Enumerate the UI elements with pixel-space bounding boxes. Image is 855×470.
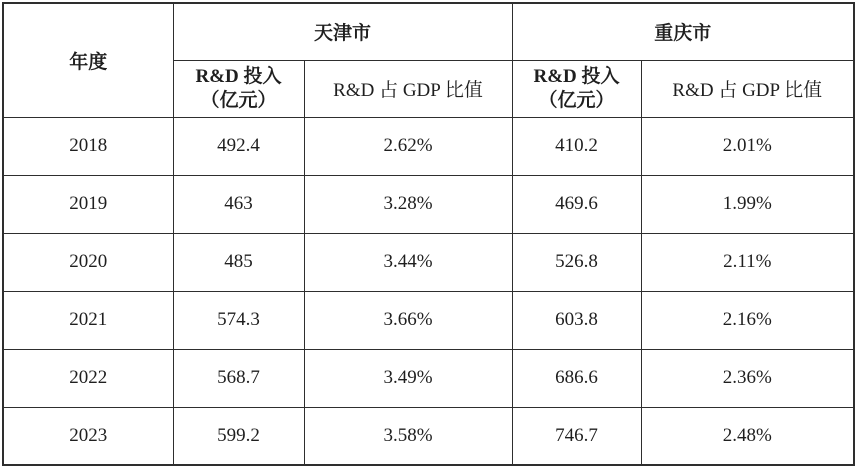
chongqing-rd-cell: 469.6 (512, 175, 641, 233)
tianjin-rd-cell: 485 (173, 233, 304, 291)
header-tianjin-rd-gdp: R&D 占 GDP 比值 (304, 60, 512, 117)
tianjin-rd-cell: 492.4 (173, 117, 304, 175)
chongqing-rd-cell: 746.7 (512, 407, 641, 465)
table-row (3, 175, 854, 233)
tianjin-gdp-cell: 3.66% (304, 291, 512, 349)
chongqing-rd-cell: 526.8 (512, 233, 641, 291)
tianjin-gdp-cell: 2.62% (304, 117, 512, 175)
tianjin-rd-cell: 599.2 (173, 407, 304, 465)
year-cell: 2019 (3, 175, 173, 233)
table-row (3, 291, 854, 349)
header-tianjin-rd-input-line1: R&D 投入 (195, 65, 282, 87)
header-tianjin-rd-input-line2: （亿元） (200, 89, 277, 111)
header-city-tianjin: 天津市 (173, 3, 512, 60)
tianjin-rd-cell: 568.7 (173, 349, 304, 407)
tianjin-rd-cell: 574.3 (173, 291, 304, 349)
rd-comparison-table (2, 2, 855, 466)
table-row (3, 117, 854, 175)
chongqing-rd-cell: 603.8 (512, 291, 641, 349)
year-cell: 2023 (3, 407, 173, 465)
header-year: 年度 (3, 3, 173, 117)
header-city-chongqing: 重庆市 (512, 3, 854, 60)
tianjin-gdp-cell: 3.58% (304, 407, 512, 465)
chongqing-gdp-cell: 1.99% (641, 175, 854, 233)
table-row (3, 407, 854, 465)
chongqing-gdp-cell: 2.01% (641, 117, 854, 175)
tianjin-gdp-cell: 3.44% (304, 233, 512, 291)
chongqing-gdp-cell: 2.36% (641, 349, 854, 407)
header-chongqing-rd-gdp: R&D 占 GDP 比值 (641, 60, 854, 117)
header-tianjin-rd-input (173, 60, 304, 117)
year-cell: 2020 (3, 233, 173, 291)
chongqing-rd-cell: 686.6 (512, 349, 641, 407)
chongqing-gdp-cell: 2.16% (641, 291, 854, 349)
year-cell: 2022 (3, 349, 173, 407)
chongqing-gdp-cell: 2.48% (641, 407, 854, 465)
tianjin-rd-cell: 463 (173, 175, 304, 233)
year-cell: 2021 (3, 291, 173, 349)
chongqing-gdp-cell: 2.11% (641, 233, 854, 291)
header-row-cities (3, 3, 854, 60)
tianjin-gdp-cell: 3.28% (304, 175, 512, 233)
tianjin-gdp-cell: 3.49% (304, 349, 512, 407)
chongqing-rd-cell: 410.2 (512, 117, 641, 175)
year-cell: 2018 (3, 117, 173, 175)
header-chongqing-rd-input-line2: （亿元） (538, 89, 615, 111)
header-chongqing-rd-input-line1: R&D 投入 (533, 65, 620, 87)
table-row (3, 349, 854, 407)
header-chongqing-rd-input (512, 60, 641, 117)
table-row (3, 233, 854, 291)
